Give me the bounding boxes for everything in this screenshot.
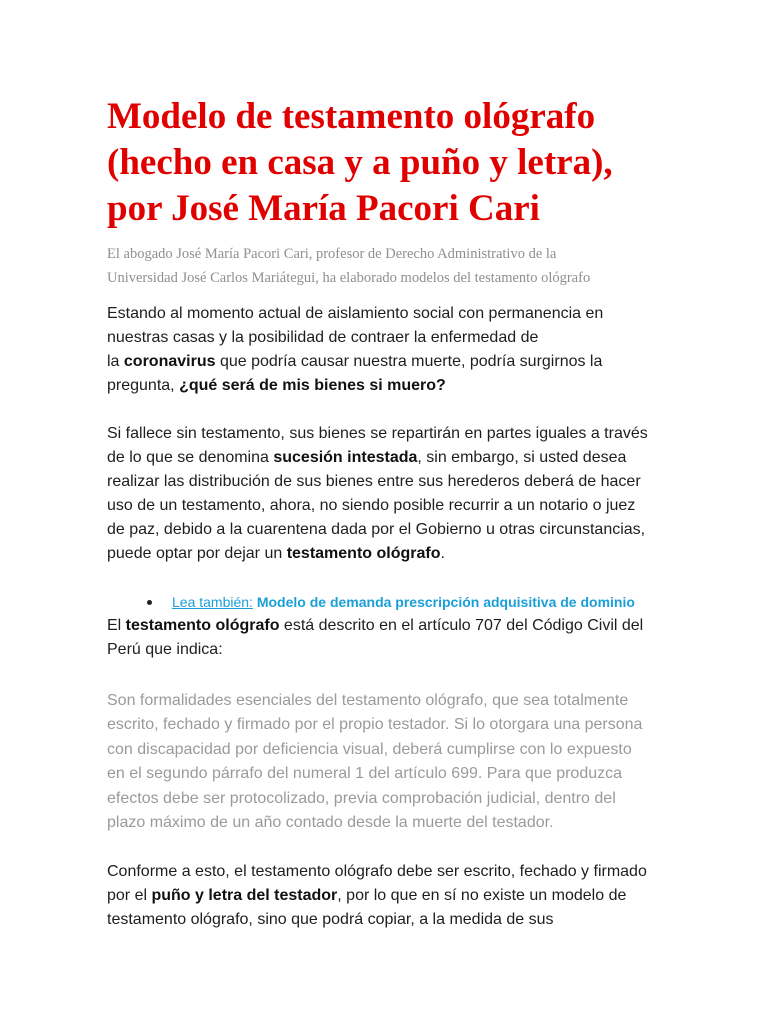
subtitle-line: El abogado José María Pacori Cari, profesor de Derecho Administrativo de la (107, 246, 557, 262)
paragraph-line: Si fallece sin testamento, sus bienes se repartirán en partes iguales a través (107, 425, 648, 442)
quote-line: plazo máximo de un año contado desde la muerte del testador. (107, 814, 554, 832)
text-run: la (107, 353, 124, 370)
article-body (107, 94, 667, 932)
quote-line: en el segundo párrafo del numeral 1 del artículo 699. Para que produzca (107, 765, 623, 783)
paragraph-intestate (107, 422, 667, 566)
paragraph-line: realizar las distribución de sus bienes entre sus herederos deberá de hacer (107, 473, 641, 490)
related-links (107, 592, 667, 612)
text-run: , por lo que en sí no existe un modelo de (337, 887, 627, 905)
quote-line: efectos debe ser protocolizado, previa comprobación judicial, dentro del (107, 789, 616, 807)
paragraph-line: de paz, debido a la cuarentena dada por el Gobierno u otras circunstancias, (107, 521, 646, 538)
bold-testamento: testamento ológrafo (125, 617, 280, 634)
title-line: (hecho en casa y a puño y letra), (107, 142, 613, 183)
title-line: por José María Pacori Cari (107, 188, 540, 229)
related-article-link[interactable]: Modelo de demanda prescripción adquisitiva de dominio (256, 594, 635, 610)
bullet-icon (147, 600, 152, 605)
bold-question: ¿qué será de mis bienes si muero? (179, 377, 446, 394)
paragraph-line (107, 614, 667, 638)
paragraph-line (107, 542, 667, 566)
list-item (107, 592, 667, 612)
paragraph-line: Perú que indica: (107, 641, 223, 658)
text-run: El (107, 617, 126, 634)
paragraph-line: uso de un testamento, ahora, no siendo posible recurrir a un notario o juez (107, 497, 636, 514)
text-run: de lo que se denomina (107, 449, 274, 466)
quote-line: escrito, fechado y firmado por el propio testador. Si lo otorgara una persona (107, 716, 643, 734)
paragraph-line: nuestras casas y la posibilidad de contraer la enfermedad de (107, 329, 539, 346)
text-run: . (440, 545, 445, 562)
text-run: pregunta, (107, 377, 180, 394)
paragraph-line (107, 374, 667, 398)
lea-tambien-link[interactable]: Lea también: (172, 594, 253, 610)
text-run: , sin embargo, si usted desea (417, 449, 627, 466)
article-subtitle (107, 242, 667, 290)
paragraph-line: Conforme a esto, el testamento ológrafo debe ser escrito, fechado y firmado (107, 863, 647, 881)
legal-quote (107, 689, 667, 835)
bold-testamento: testamento ológrafo (286, 545, 441, 562)
paragraph-conclusion (107, 860, 667, 932)
paragraph-line: testamento ológrafo, sino que podrá copiar, a la medida de sus (107, 911, 554, 929)
paragraph-line (107, 446, 667, 470)
paragraph-intro (107, 302, 667, 398)
paragraph-article-707 (107, 614, 667, 662)
paragraph-line (107, 884, 667, 908)
quote-line: con discapacidad por deficiencia visual, deberá cumplirse con lo expuesto (107, 740, 632, 758)
paragraph-line: Estando al momento actual de aislamiento social con permanencia en (107, 305, 604, 322)
bold-sucesion: sucesión intestada (273, 449, 418, 466)
bold-puno-letra: puño y letra del testador (151, 887, 338, 905)
quote-line: Son formalidades esenciales del testamento ológrafo, que sea totalmente (107, 692, 629, 709)
subtitle-line: Universidad José Carlos Mariátegui, ha elaborado modelos del testamento ológrafo (107, 270, 591, 286)
text-run: puede optar por dejar un (107, 545, 287, 562)
text-run: está descrito en el artículo 707 del Código Civil del (279, 617, 644, 634)
title-line: Modelo de testamento ológrafo (107, 96, 596, 137)
text-run: por el (107, 887, 152, 905)
bold-coronavirus: coronavirus (123, 353, 216, 370)
article-title (107, 94, 667, 232)
paragraph-line (107, 350, 667, 374)
text-run: que podría causar nuestra muerte, podría surgirnos la (215, 353, 603, 370)
